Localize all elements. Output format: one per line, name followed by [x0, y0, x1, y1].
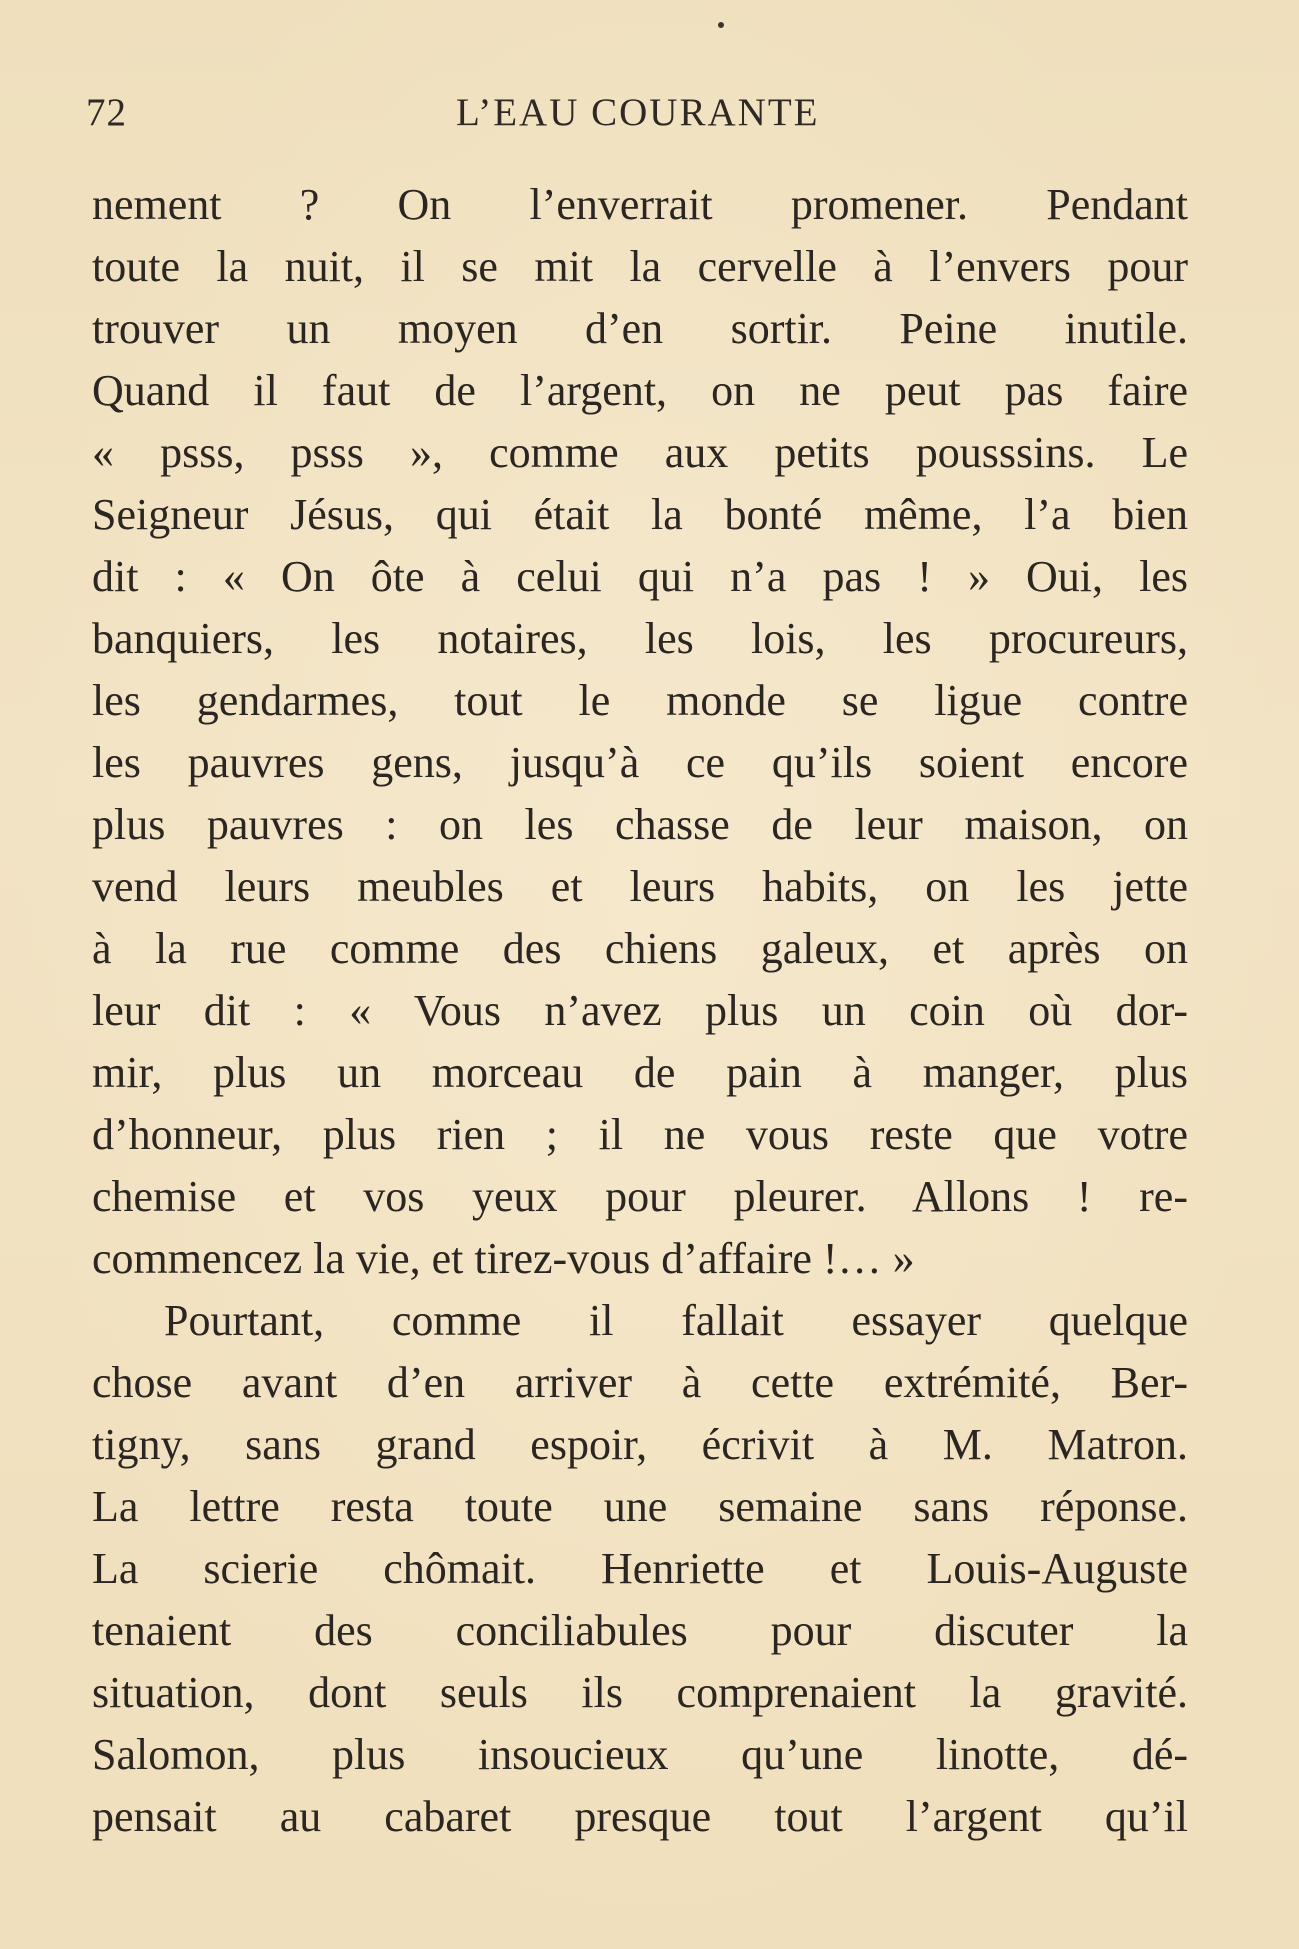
- text-line: La scierie chômait. Henriette et Louis-Auguste: [92, 1544, 1188, 1593]
- text-line: les pauvres gens, jusqu’à ce qu’ils soient encore: [92, 738, 1188, 787]
- text-line: Salomon, plus insoucieux qu’une linotte, dé-: [92, 1730, 1188, 1779]
- ink-speck: [718, 22, 724, 28]
- text-line: tigny, sans grand espoir, écrivit à M. Matron.: [92, 1420, 1188, 1469]
- running-title: L’EAU COURANTE: [456, 91, 820, 134]
- text-line: chemise et vos yeux pour pleurer. Allons ! re-: [92, 1172, 1188, 1221]
- text-line: situation, dont seuls ils comprenaient la gravité.: [92, 1668, 1188, 1717]
- text-line: « psss, psss », comme aux petits pousssins. Le: [92, 428, 1188, 477]
- text-line: La lettre resta toute une semaine sans réponse.: [92, 1482, 1188, 1531]
- text-line: Quand il faut de l’argent, on ne peut pas faire: [92, 366, 1188, 415]
- text-line: plus pauvres : on les chasse de leur maison, on: [92, 800, 1188, 849]
- text-line: tenaient des conciliabules pour discuter la: [92, 1606, 1188, 1655]
- text-line: mir, plus un morceau de pain à manger, plus: [92, 1048, 1188, 1097]
- text-line: à la rue comme des chiens galeux, et après on: [92, 924, 1188, 973]
- paragraph-end-line: commencez la vie, et tirez-vous d’affaire !… »: [92, 1234, 915, 1283]
- text-line: nement ? On l’enverrait promener. Pendant: [92, 180, 1188, 229]
- text-line: vend leurs meubles et leurs habits, on les jette: [92, 862, 1188, 911]
- text-line: dit : « On ôte à celui qui n’a pas ! » Oui, les: [92, 552, 1188, 601]
- text-line: Seigneur Jésus, qui était la bonté même, l’a bien: [92, 490, 1188, 539]
- text-line: leur dit : « Vous n’avez plus un coin où dor-: [92, 986, 1188, 1035]
- body-text: [92, 174, 1188, 1848]
- text-line: trouver un moyen d’en sortir. Peine inutile.: [92, 304, 1188, 353]
- text-line: d’honneur, plus rien ; il ne vous reste que votre: [92, 1110, 1188, 1159]
- page-header: [86, 90, 1206, 140]
- page-number: 72: [86, 91, 127, 134]
- paragraph-start-line: Pourtant, comme il fallait essayer quelque: [164, 1296, 1188, 1345]
- text-line: chose avant d’en arriver à cette extrémité, Ber-: [92, 1358, 1188, 1407]
- text-line: toute la nuit, il se mit la cervelle à l’envers pour: [92, 242, 1188, 291]
- text-line: banquiers, les notaires, les lois, les procureurs,: [92, 614, 1188, 663]
- text-line: pensait au cabaret presque tout l’argent qu’il: [92, 1792, 1188, 1841]
- text-line: les gendarmes, tout le monde se ligue contre: [92, 676, 1188, 725]
